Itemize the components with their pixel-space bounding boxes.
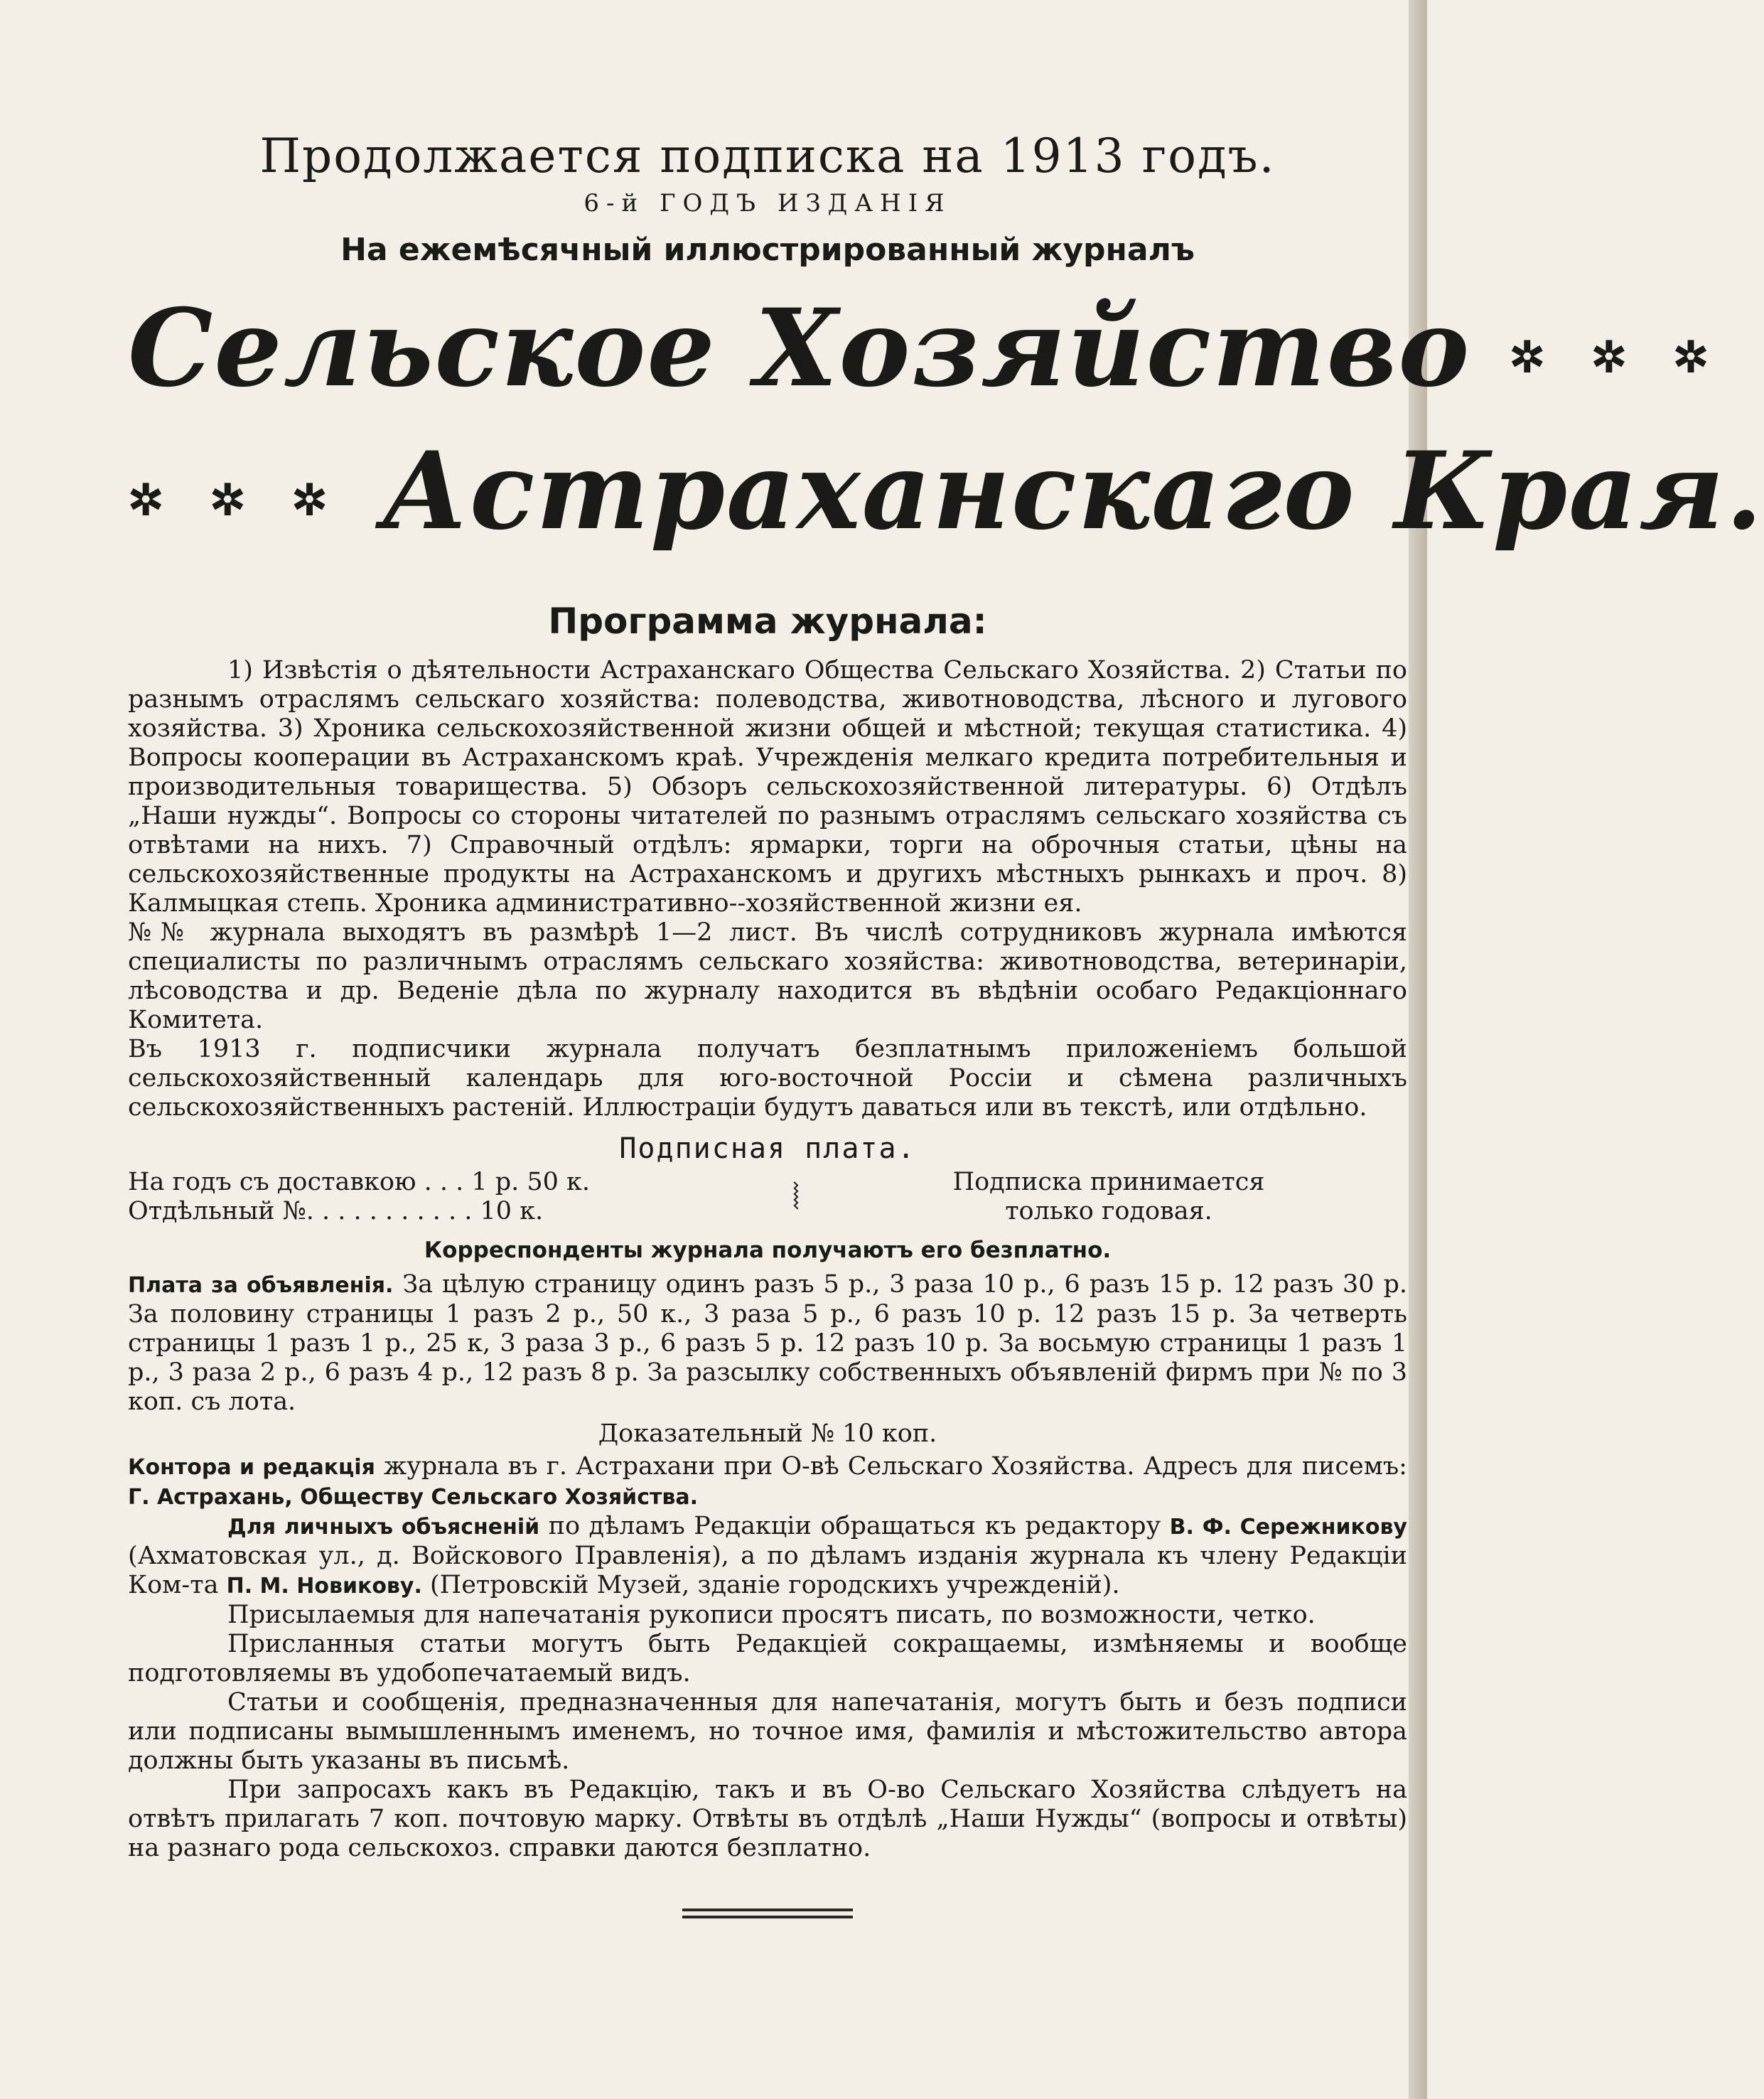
- title-text-1: Сельское Хозяйство: [128, 286, 1471, 411]
- personal-label: Для личныхъ объясненій: [227, 1515, 540, 1540]
- journal-kind: На ежемѣсячный иллюстрированный журналъ: [340, 232, 1195, 268]
- office-text: журнала въ г. Астрахани при О-вѣ Сельскаго Хозяйства.: [383, 1452, 1135, 1481]
- address-prefix: Адресъ для писемъ:: [1143, 1452, 1407, 1481]
- title-line-1: [128, 286, 1725, 418]
- fee-note-line-2: только годовая.: [1005, 1197, 1212, 1226]
- fee-single-row: Отдѣльный №. . . . . . . . . . . 10 к.: [128, 1197, 544, 1226]
- proof-copy-price: Доказательный № 10 коп.: [598, 1419, 937, 1449]
- member-name: П. М. Новикову.: [226, 1574, 422, 1599]
- document-page: [128, 128, 1764, 1918]
- rule-3: Статьи и сообщенія, предназначенныя для напечатанія, могутъ быть и безъ подписи или подписаны вымышленнымъ именемъ, но точное имя, фамилія и мѣстожительство автора должны быть указаны въ письмѣ.: [128, 1688, 1407, 1776]
- fee-separator: ⦚: [792, 1176, 800, 1218]
- fee-note-line-1: Подписка принимается: [952, 1168, 1265, 1197]
- fee-table: [128, 1168, 1407, 1226]
- program-paragraph-3: Въ 1913 г. подписчики журнала получатъ безплатнымъ приложеніемъ большой сельскохозяйственный календарь для юго-восточной Россіи и сѣмена различныхъ сельскохозяйственныхъ растеній. Иллюстраціи будутъ даваться или въ текстѣ, или отдѣльно.: [128, 1035, 1407, 1122]
- ads-text: За цѣлую страницу одинъ разъ 5 р., 3 раза 10 р., 6 разъ 15 р. 12 разъ 30 р. За половину страницы 1 разъ 2 р., 50 к., 3 раза 5 р., 6 разъ 10 р. 12 разъ 15 р. За четверть страницы 1 разъ 1 р., 25 к, 3 раза 3 р., 6 разъ 5 р. 12 разъ 10 р. За восьмую страницы 1 разъ 1 р., 3 раза 2 р., 6 разъ 4 р., 12 разъ 8 р. За разсылку собственныхъ объявленій фирмъ при № по 3 коп. съ лота.: [128, 1270, 1407, 1417]
- correspondents-note: Корреспонденты журнала получаютъ его безплатно.: [424, 1238, 1112, 1264]
- rule-2: Присланныя статьи могутъ быть Редакціей сокращаемы, измѣняемы и вообще подготовляемы въ удобопечатаемый видъ.: [128, 1630, 1407, 1688]
- fee-year-row: На годъ съ доставкою . . . 1 р. 50 к.: [128, 1168, 591, 1197]
- office-label: Контора и редакція: [128, 1455, 375, 1481]
- ads-paragraph: [128, 1270, 1407, 1417]
- editor-name: В. Ф. Сережникову: [1169, 1515, 1407, 1540]
- program-paragraph-1: 1) Извѣстія о дѣятельности Астраханскаго Общества Сельскаго Хозяйства. 2) Статьи по разнымъ отраслямъ сельскаго хозяйства: полеводства, животноводства, лѣсного и лугового хозяйства. 3) Хроника сельскохозяйственной жизни общей и мѣстной; текущая статистика. 4) Вопросы кооперации въ Астраханскомъ краѣ. Учрежденія мелкаго кредита потребительныя и производительныя товарищества. 5) Обзоръ сельскохозяйственной литературы. 6) Отдѣлъ „Наши нужды“. Вопросы со стороны читателей по разнымъ отраслямъ сельскаго хозяйства съ отвѣтами на нихъ. 7) Справочный отдѣлъ: ярмарки, торги на оброчныя статьи, цѣны на сельскохозяйственные продукты на Астраханскомъ и другихъ мѣстныхъ рынкахъ и проч. 8) Калмыцкая степь. Хроника административно--хозяйственной жизни ея.: [128, 656, 1407, 918]
- program-paragraph-2: №№ журнала выходятъ въ размѣрѣ 1—2 лист. Въ числѣ сотрудниковъ журнала имѣются специалисты по различнымъ отраслямъ сельскаго хозяйства: животноводства, ветеринаріи, лѣсоводства и др. Веденіе дѣла по журналу находится въ вѣдѣніи особаго Редакціоннаго Комитета.: [128, 918, 1407, 1035]
- subscription-heading: Продолжается подписка на 1913 годъ.: [259, 129, 1276, 183]
- personal-text-1: по дѣламъ Редакціи обращаться къ редактору: [548, 1512, 1161, 1541]
- ads-label: Плата за объявленія.: [128, 1273, 394, 1299]
- office-paragraph: [128, 1452, 1407, 1512]
- star-ornament-icon: ✲ ✲ ✲: [1509, 333, 1725, 383]
- rule-4: При запросахъ какъ въ Редакцію, такъ и въ О-во Сельскаго Хозяйства слѣдуетъ на отвѣтъ прилагать 7 коп. почтовую марку. Отвѣты въ отдѣлѣ „Наши Нужды“ (вопросы и отвѣты) на разнаго рода сельскохоз. справки даются безплатно.: [128, 1776, 1407, 1863]
- personal-text-2: (Ахматовская ул., д. Войскового Правленія), а по дѣламъ изданія журнала къ члену Редакціи Ком-та: [128, 1542, 1407, 1600]
- program-heading: Программа журнала:: [548, 601, 987, 643]
- year-of-issue: 6-й ГОДЪ ИЗДАНІЯ: [583, 189, 952, 218]
- closing-double-rule: [682, 1909, 853, 1918]
- title-line-2: [128, 429, 1764, 561]
- fee-heading: Подписная плата.: [619, 1132, 916, 1166]
- address: Г. Астрахань, Обществу Сельскаго Хозяйства.: [128, 1485, 698, 1510]
- header: [128, 128, 1407, 268]
- fee-prices: [128, 1168, 782, 1226]
- title-text-2: Астраханскаго Края.: [381, 429, 1764, 554]
- personal-paragraph: [128, 1512, 1407, 1601]
- personal-text-3: (Петровскій Музей, зданіе городскихъ учрежденій).: [430, 1571, 1120, 1600]
- star-ornament-icon: ✲ ✲ ✲: [128, 476, 343, 526]
- fee-note: [810, 1168, 1407, 1226]
- rule-1: Присылаемыя для напечатанія рукописи просятъ писать, по возможности, четко.: [227, 1601, 1316, 1630]
